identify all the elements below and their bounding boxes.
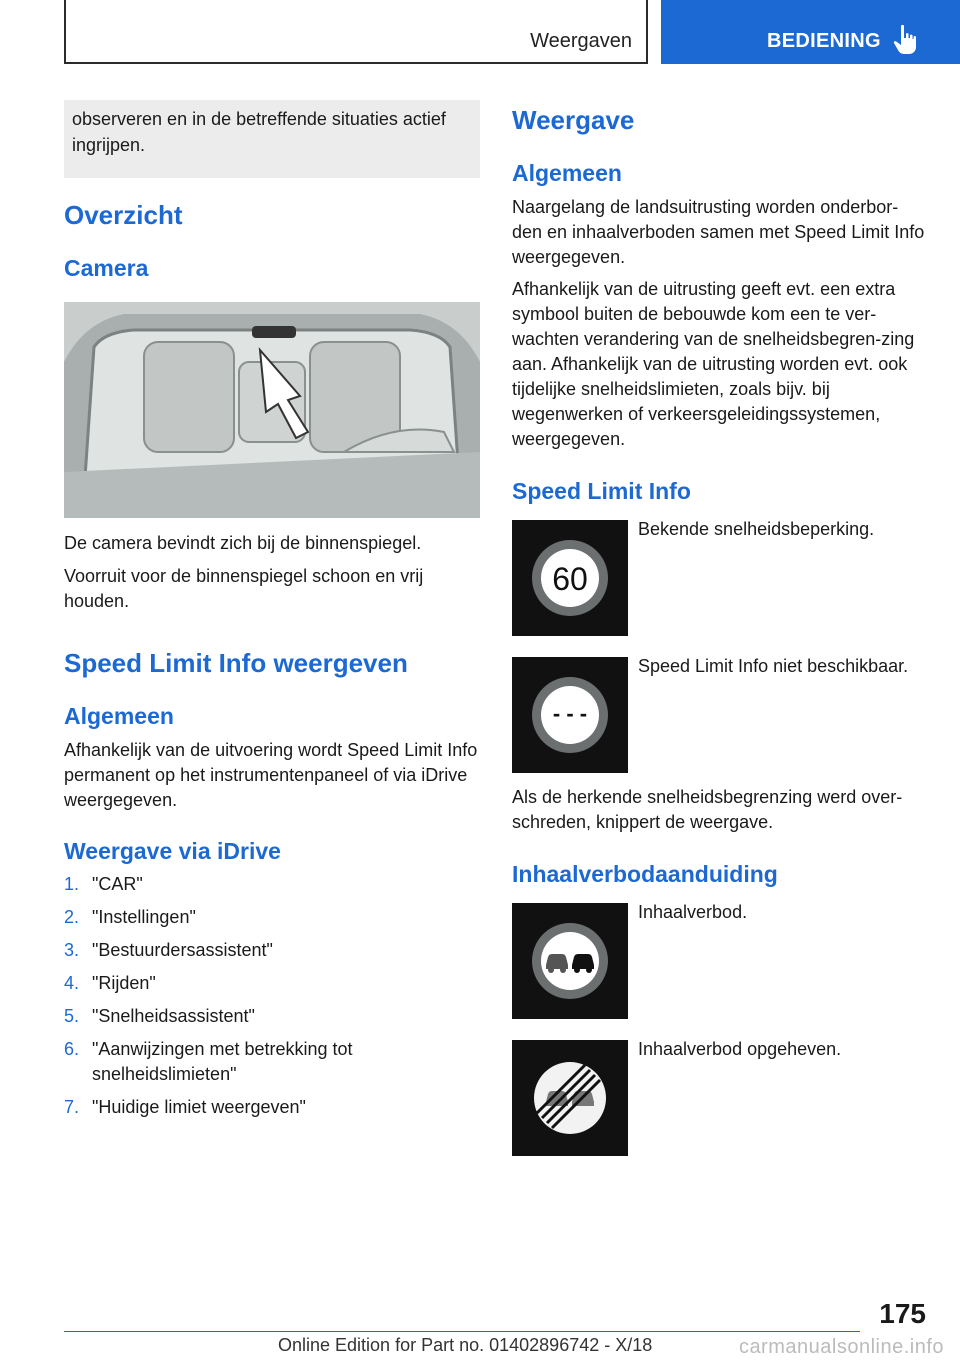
list-item: [64, 872, 480, 897]
sign2-value: - - -: [552, 701, 588, 726]
footer-edition: Online Edition for Part no. 01402896742 - X/18: [278, 1335, 653, 1355]
page-number: 175: [879, 1298, 926, 1329]
speed-limit-unavailable-icon: [512, 657, 628, 773]
general-paragraph-left: Afhankelijk van de uitvoering wordt Speed Limit Info permanent op het instrumentenpaneel of via iDrive weergegeven.: [64, 740, 478, 810]
speed-limit-sign-icon: [512, 520, 628, 636]
camera-paragraph-1: De camera bevindt zich bij de binnenspiegel.: [64, 533, 422, 553]
step-number: 3.: [64, 940, 80, 960]
speed-limit-60-sign: [512, 520, 628, 636]
header-tab[interactable]: [661, 0, 960, 64]
idrive-steps-list: [64, 872, 480, 1128]
list-item: [64, 938, 480, 963]
step-number: 7.: [64, 1097, 80, 1117]
list-item: [64, 1095, 480, 1120]
general-paragraph-right-2: Afhankelijk van de uitrusting geeft evt. een extra symbool buiten de bebouwde kom een te ver-wachten verandering van de snelheidsbegren-zing aan. Afhankelijk van de uitrusting worden evt. ook tijdelijke snelheidslimieten, zoals bijv. bij wegenwerken of verkeersgeleidingssystemen, weergegeven.: [512, 279, 915, 449]
step-text: "CAR": [92, 874, 143, 894]
heading-sli: Speed Limit Info: [512, 478, 691, 504]
step-number: 5.: [64, 1006, 80, 1026]
camera-interior-image: [64, 302, 480, 518]
list-item: [64, 1037, 480, 1087]
list-item: [64, 905, 480, 930]
sign1-description: Bekende snelheidsbeperking.: [638, 519, 875, 539]
step-number: 4.: [64, 973, 80, 993]
end-no-overtaking-icon: [512, 1040, 628, 1156]
step-text: "Huidige limiet weergeven": [92, 1097, 306, 1117]
step-text: "Snelheidsassistent": [92, 1006, 255, 1026]
sign1-value: 60: [552, 561, 588, 597]
heading-general-right: Algemeen: [512, 160, 622, 186]
exceed-paragraph: Als de herkende snelheidsbegrenzing werd over-schreden, knippert de weergave.: [512, 787, 903, 832]
heading-display: Weergave: [512, 105, 635, 135]
sign4-description: Inhaalverbod opgeheven.: [638, 1039, 842, 1059]
sign3-description: Inhaalverbod.: [638, 902, 748, 922]
list-item: [64, 1004, 480, 1029]
step-number: 6.: [64, 1039, 80, 1059]
speed-limit-unavailable-sign: [512, 657, 628, 773]
footer-divider: [64, 1331, 860, 1332]
camera-paragraph-2: Voorruit voor de binnenspiegel schoon en vrij houden.: [64, 566, 424, 611]
sign2-description: Speed Limit Info niet beschikbaar.: [638, 656, 909, 676]
general-paragraph-right-1: Naargelang de landsuitrusting worden onderbor-den en inhaalverboden samen met Speed Limit Info weergegeven.: [512, 197, 925, 267]
step-text: "Aanwijzingen met betrekking tot snelheidslimieten": [92, 1039, 353, 1084]
pointing-hand-icon: [893, 24, 917, 56]
heading-general-left: Algemeen: [64, 703, 174, 729]
header-section-title: Weergaven: [530, 30, 632, 52]
note-box: [64, 100, 480, 178]
step-text: "Bestuurdersassistent": [92, 940, 273, 960]
header-tab-label: BEDIENING: [767, 30, 881, 52]
step-number: 1.: [64, 874, 80, 894]
end-no-overtaking-sign: [512, 1040, 628, 1156]
no-overtaking-icon: [512, 903, 628, 1019]
heading-camera: Camera: [64, 255, 149, 281]
step-number: 2.: [64, 907, 80, 927]
list-item: [64, 971, 480, 996]
heading-idrive: Weergave via iDrive: [64, 838, 281, 864]
step-text: "Instellingen": [92, 907, 196, 927]
step-text: "Rijden": [92, 973, 156, 993]
heading-overview: Overzicht: [64, 200, 183, 230]
heading-overtaking: Inhaalverbodaanduiding: [512, 861, 778, 887]
no-overtaking-sign: [512, 903, 628, 1019]
note-text: observeren en in de betreffende situaties actief ingrijpen.: [72, 109, 446, 155]
heading-sli-display: Speed Limit Info weergeven: [64, 648, 408, 678]
watermark: carmanualsonline.info: [738, 1336, 944, 1358]
header-section-box: [64, 0, 648, 64]
